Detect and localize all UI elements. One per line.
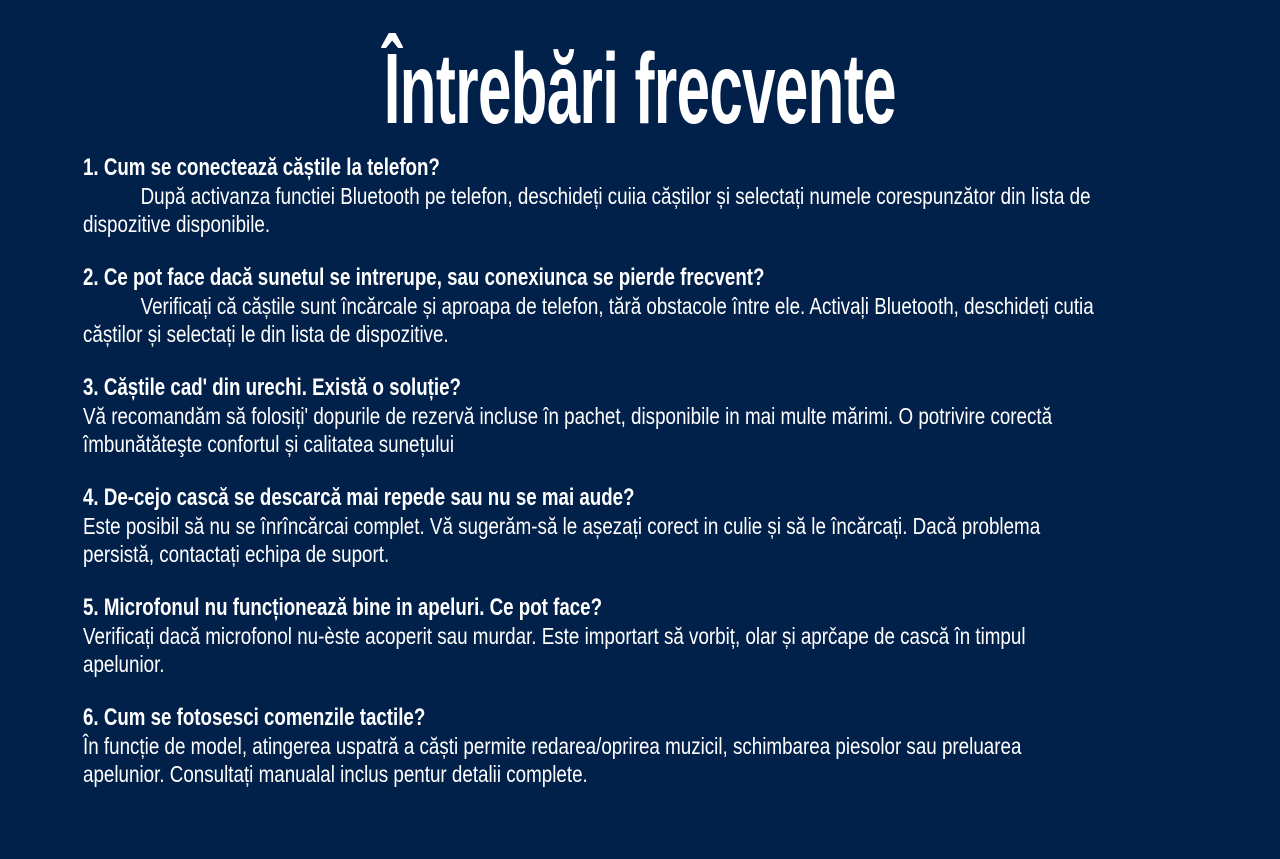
faq-answer-line: îmbunătăteşte confortul și calitatea sunețului <box>83 431 454 457</box>
faq-answer-line: Verificați că căștile sunt încărcale și aproapa de telefon, tără obstacole între ele. Activaļi Bluetooth, deschideți cutia <box>140 293 1094 319</box>
page-title-wrap <box>0 34 1280 144</box>
faq-answer-line: dispozitive disponibile. <box>83 211 271 237</box>
faq-item <box>83 484 1279 568</box>
faq-question: 6. Cum se fotosesci comenzile tactile? <box>83 704 426 731</box>
faq-item <box>83 594 1261 678</box>
faq-question: 4. De-cejo cască se descarcă mai repede sau nu se mai aude? <box>83 484 635 511</box>
faq-question: 1. Cum se conectează căștile la telefon? <box>83 154 440 181</box>
faq-answer-line: apelunior. <box>83 651 165 677</box>
faq-answer-line: Este posibil să nu se înrîncărcai complet. Vă sugerăm-să le așezați corect in culie și să le încărcați. Dacă problema <box>83 513 1041 539</box>
faq-answer-line: În funcție de model, atingerea uspatră a căști permite redarea/oprirea muzicil, schimbarea piesolor sau preluarea <box>83 733 1022 759</box>
faq-question: 2. Ce pot face dacă sunetul se intrerupe, sau conexiunca se pierde frecvent? <box>83 264 765 291</box>
faq-answer-line: căștilor și selectați le din lista de dispozitive. <box>83 321 449 347</box>
faq-answer-line: apelunior. Consultați manualal inclus pentur detalii complete. <box>83 761 588 787</box>
faq-answer-line: După activanza functiei Bluetooth pe telefon, deschideți cuiia căștilor și selectați numele corespunzător din lista de <box>140 183 1091 209</box>
faq-item <box>83 704 1256 788</box>
page-title: Întrebări frecvente <box>383 33 897 145</box>
faq-question: 5. Microfonul nu funcționează bine in apeluri. Ce pot face? <box>83 594 603 621</box>
faq-question: 3. Căștile cad' din urechi. Există o soluție? <box>83 374 461 401</box>
faq-answer-line: Verificați dacă microfonol nu-èste acoperit sau murdar. Este importart să vorbiț, olar și aprčape de cască în timpul <box>83 623 1026 649</box>
faq-item <box>83 154 1280 238</box>
faq-answer-line: Vă recomandăm să folosiți' dopurile de rezervă incluse în pachet, disponibile in mai multe mărimi. O potrivire corectă <box>83 403 1053 429</box>
faq-answer-line: persistă, contactați echipa de suport. <box>83 541 390 567</box>
faq-item <box>83 374 1280 458</box>
faq-item <box>83 264 1280 348</box>
